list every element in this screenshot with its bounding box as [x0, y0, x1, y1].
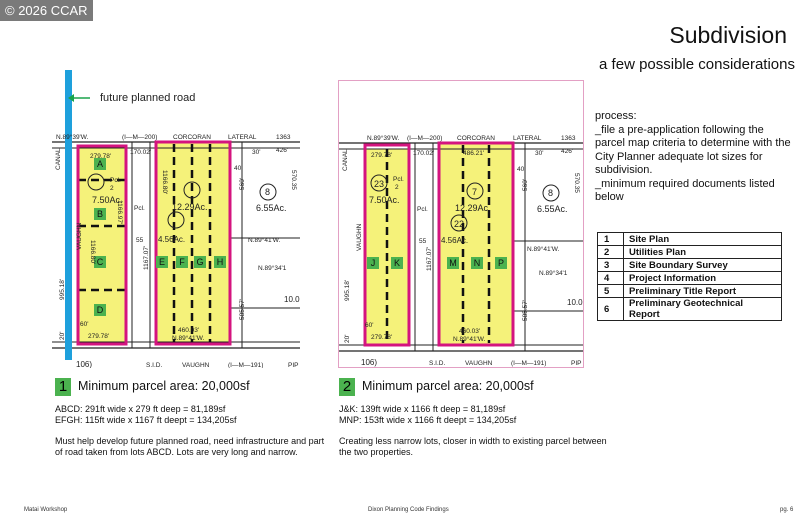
plat-text: VAUGHN: [182, 362, 210, 368]
plat-text: 12.29Ac.: [455, 203, 491, 213]
required-documents-table: [597, 232, 782, 321]
lot-label: A: [96, 159, 104, 169]
option-1-dims-1: ABCD: 291ft wide x 279 ft deep = 81,189sf: [55, 404, 226, 414]
lot-label: D: [96, 305, 104, 315]
plat-text: CORCORAN: [457, 135, 495, 142]
doc-name: Project Information: [624, 272, 782, 285]
plat-text: 2: [110, 185, 114, 192]
plat-text: 6.55Ac.: [256, 203, 287, 213]
table-row: [598, 246, 782, 259]
plat-text: 1167.07': [143, 245, 150, 270]
plat-text: 4.56Ac.: [441, 236, 469, 245]
doc-number: 3: [598, 259, 624, 272]
plat-text: 6.55Ac.: [537, 204, 568, 214]
process-step-2: _minimum required documents listed below: [595, 177, 775, 203]
plat-text: CANAL: [55, 148, 62, 170]
plat-text: 4.56Ac.: [158, 235, 186, 244]
plat-map-option-2: [338, 80, 584, 368]
option-1-min-area: Minimum parcel area: 20,000sf: [78, 379, 250, 393]
plat-text: 55: [419, 238, 427, 245]
lot-label: E: [158, 257, 166, 267]
plat-text: 1167.07': [426, 246, 433, 271]
plat-text: 60': [80, 321, 89, 328]
plat-text: (I—M—200): [407, 135, 443, 142]
option-2-note: Creating less narrow lots, closer in width to existing parcel between the two properties.: [339, 436, 607, 457]
plat-text: 22: [454, 219, 465, 229]
option-1-dims-2: EFGH: 115ft wide x 1167 ft deept = 134,205sf: [55, 415, 237, 425]
plat-text: 30': [535, 150, 544, 157]
option-1-note: Must help develop future planned road, need infrastructure and part of road taken from lots ABCD. Lots are very long and narrow.: [55, 436, 325, 457]
process-notes: [595, 110, 795, 205]
plat-text: Pcl.: [110, 177, 121, 184]
plat-text: 995.18': [344, 279, 351, 301]
plat-text: CANAL: [342, 149, 349, 171]
plat-text: 1363: [276, 134, 291, 141]
plat-text: 486.21': [463, 150, 485, 157]
plat-text: 995.18': [59, 278, 66, 300]
plat-map-option-1: [52, 70, 300, 368]
doc-name: Preliminary Geotechnical Report: [624, 298, 782, 321]
plat-text: VAUGHN: [76, 222, 83, 250]
plat-text: 1166.80': [89, 240, 96, 265]
plat-text: 585.57': [239, 298, 246, 320]
plat-text: VAUGHN: [465, 360, 493, 367]
table-row: [598, 259, 782, 272]
plat-text: 560': [522, 178, 529, 191]
lot-label: J: [370, 258, 376, 268]
table-row: [598, 298, 782, 321]
doc-name: Utilities Plan: [624, 246, 782, 259]
plat-text: 20': [59, 331, 66, 340]
future-road-line: [65, 70, 72, 360]
plat-text: S.I.D.: [146, 362, 163, 368]
plat-text: N.89°34'1: [258, 265, 287, 272]
page-title: Subdivision: [669, 22, 787, 48]
lot-label: B: [96, 209, 104, 219]
lot-label: P: [497, 258, 505, 268]
lot-label: K: [393, 258, 401, 268]
plat-text: 2: [395, 184, 399, 191]
lot-label: H: [216, 257, 224, 267]
road-label: future planned road: [100, 92, 196, 104]
plat-text: Pcl.: [417, 206, 428, 213]
doc-number: 2: [598, 246, 624, 259]
plat-text: 585.57': [522, 299, 529, 321]
process-step-1: _file a pre-application following the parcel map criteria to determine with the City Planner adequate lot sizes for subdivision.: [595, 123, 791, 176]
page-subtitle: a few possible considerations: [599, 56, 795, 73]
plat-text: 170.02': [413, 150, 435, 157]
plat-map-2-drawing: [339, 81, 583, 367]
lot-label: C: [96, 257, 104, 267]
lot-label: F: [179, 257, 185, 267]
plat-text: Pcl.: [393, 176, 404, 183]
plat-text: 279.78': [371, 334, 393, 341]
process-heading: process:: [595, 110, 637, 122]
plat-text: 20': [344, 334, 351, 343]
lot-label: N: [473, 258, 481, 268]
plat-text: S.I.D.: [429, 360, 446, 367]
plat-text: 570.35: [573, 173, 580, 193]
plat-text: LATERAL: [513, 135, 542, 142]
plat-text: N.89°39'W.: [367, 135, 400, 142]
plat-text: N.89°41'W.: [248, 237, 281, 244]
plat-text: 560': [239, 177, 246, 190]
plat-map-1-drawing: [52, 70, 300, 368]
plat-text: 7: [472, 187, 478, 197]
footer-page-number: pg. 6: [780, 507, 794, 513]
plat-text: 40': [517, 166, 526, 173]
plat-text: (I—M—191): [228, 362, 264, 368]
plat-text: 60': [365, 322, 374, 329]
plat-text: 55: [136, 237, 144, 244]
plat-text: 12.29Ac.: [172, 202, 208, 212]
plat-text: 7.50Ac.: [92, 195, 123, 205]
doc-number: 6: [598, 298, 624, 321]
plat-text: 279.78': [88, 333, 110, 340]
table-row: [598, 285, 782, 298]
plat-text: 1166.97': [116, 200, 123, 225]
doc-number: 1: [598, 233, 624, 246]
plat-text: 8: [265, 187, 271, 197]
lot-label: G: [196, 257, 204, 267]
plat-text: 10.0: [567, 298, 583, 307]
plat-text: N.89°39'W.: [56, 134, 89, 141]
plat-text: 1166.80': [161, 170, 168, 195]
plat-text: (I—M—191): [511, 360, 547, 367]
plat-text: CORCORAN: [173, 134, 211, 141]
option-1-number: 1: [55, 378, 71, 396]
table-row: [598, 233, 782, 246]
table-row: [598, 272, 782, 285]
plat-text: N.89°41'W.: [453, 336, 486, 343]
plat-text: 570.35: [290, 170, 297, 190]
plat-text: 279.78': [90, 153, 112, 160]
plat-text: 1363: [561, 135, 576, 142]
option-2-number: 2: [339, 378, 355, 396]
plat-text: N.89°41'W.: [172, 335, 205, 342]
doc-name: Preliminary Title Report: [624, 285, 782, 298]
plat-text: LATERAL: [228, 134, 257, 141]
copyright-badge: © 2026 CCAR: [0, 0, 93, 21]
plat-text: VAUGHN: [356, 223, 363, 251]
doc-name: Site Boundary Survey: [624, 259, 782, 272]
doc-name: Site Plan: [624, 233, 782, 246]
option-2-dims-1: J&K: 139ft wide x 1166 ft deep = 81,189sf: [339, 404, 506, 414]
plat-text: N.89°34'1: [539, 270, 568, 277]
plat-text: 8: [548, 188, 554, 198]
footer-center: Dixon Planning Code Findings: [368, 507, 449, 513]
plat-text: 106): [361, 358, 378, 367]
plat-text: 460.03': [459, 328, 481, 335]
plat-text: 7.50Ac.: [369, 195, 400, 205]
plat-text: PIP: [571, 360, 582, 367]
plat-text: 460.03': [178, 327, 200, 334]
option-2-min-area: Minimum parcel area: 20,000sf: [362, 379, 534, 393]
doc-number: 5: [598, 285, 624, 298]
plat-text: 10.0: [284, 295, 300, 304]
plat-text: 426': [561, 148, 574, 155]
plat-text: 30': [252, 149, 261, 156]
plat-text: 279.78': [371, 152, 393, 159]
lot-label: M: [449, 258, 457, 268]
plat-text: 106): [76, 360, 93, 368]
plat-text: (I—M—200): [122, 134, 158, 141]
plat-text: 23: [374, 179, 385, 189]
plat-text: Pcl.: [134, 205, 145, 212]
footer-left: Matai Workshop: [24, 507, 68, 513]
plat-text: PIP: [288, 362, 299, 368]
plat-text: 40': [234, 165, 243, 172]
plat-text: 170.02': [130, 149, 152, 156]
plat-text: N.89°41'W.: [527, 246, 560, 253]
option-2-dims-2: MNP: 153ft wide x 1166 ft deept = 134,205sf: [339, 415, 517, 425]
plat-text: 426': [276, 147, 289, 154]
doc-number: 4: [598, 272, 624, 285]
